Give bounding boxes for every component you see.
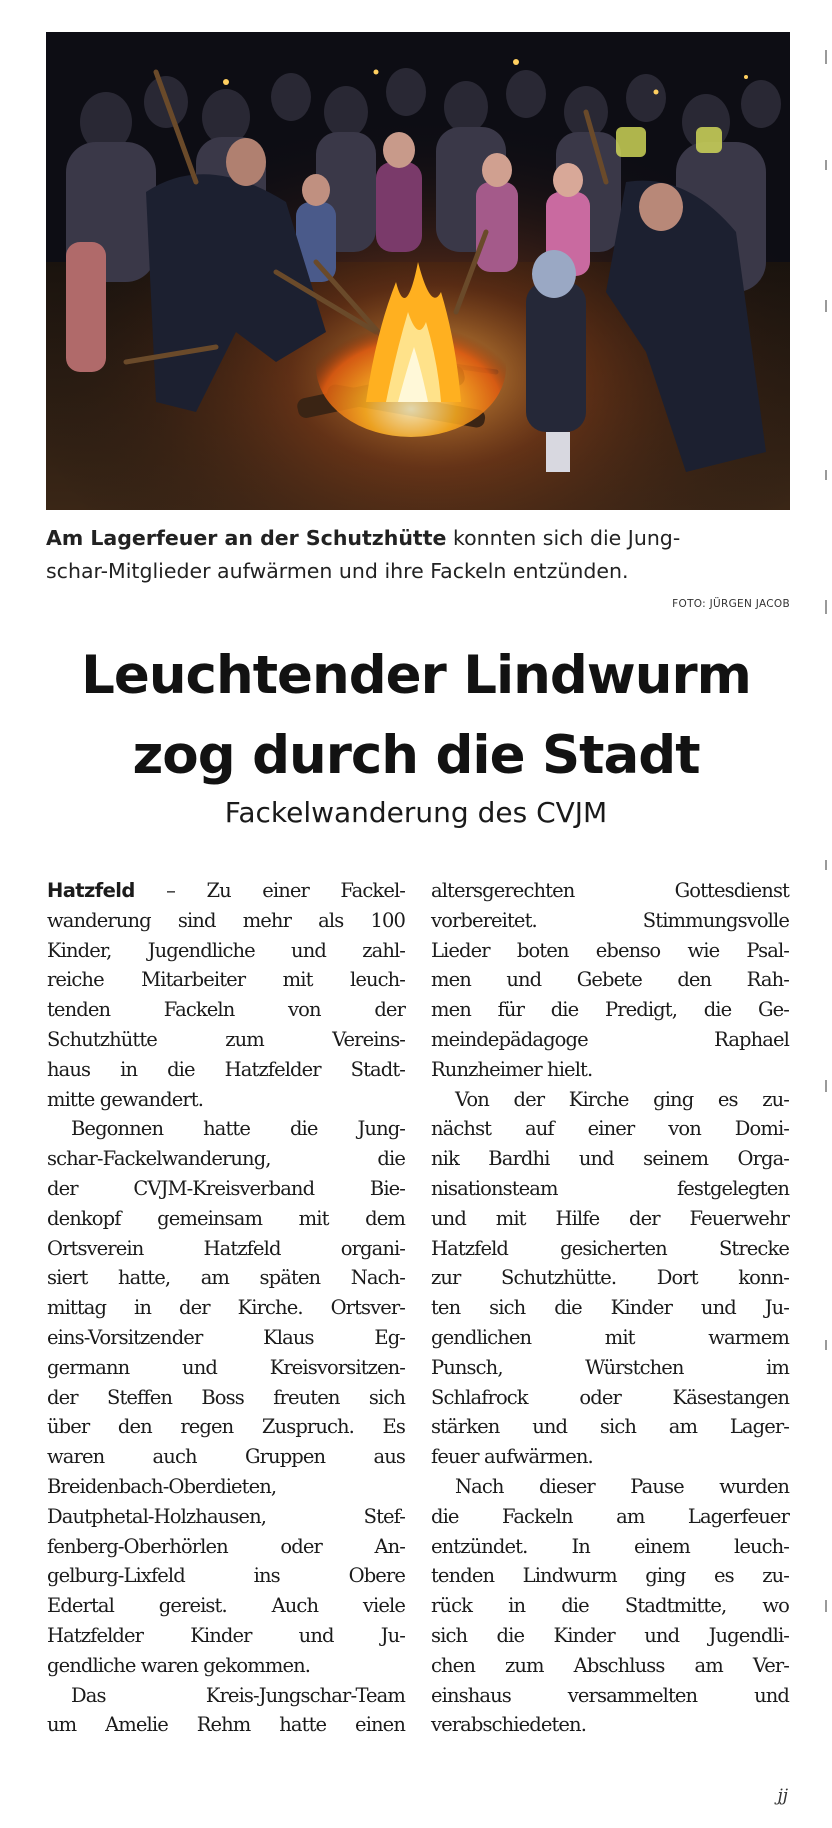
page-edge-marks [824, 40, 828, 1820]
headline [0, 636, 832, 796]
right-column-lines [431, 876, 789, 1740]
article-line: wanderung sind mehr als 100 [47, 908, 405, 932]
article-line: die Fackeln am Lagerfeuer [431, 1504, 789, 1528]
article-column-left [47, 876, 405, 1740]
article-line: und mit Hilfe der Feuerwehr [431, 1206, 789, 1230]
campfire-photo-icon [46, 32, 790, 510]
caption-lead: Am Lagerfeuer an der Schutzhütte [46, 526, 447, 550]
article-column-right [431, 876, 789, 1740]
article-line: über den regen Zuspruch. Es [47, 1415, 405, 1439]
article-line: Begonnen hatte die Jung- [71, 1117, 405, 1141]
article-line: nik Bardhi und seinem Orga- [431, 1147, 789, 1171]
article-line: gendlichen mit warmem [431, 1325, 789, 1349]
article-line: gelburg-Lixfeld ins Obere [47, 1564, 405, 1588]
article-line: der Steffen Boss freuten sich [47, 1385, 405, 1409]
article-line: zur Schutzhütte. Dort konn- [431, 1266, 789, 1290]
article-line: Edertal gereist. Auch viele [47, 1594, 405, 1618]
article-line: chen zum Abschluss am Ver- [431, 1653, 789, 1677]
article-line: Nach dieser Pause wurden [455, 1474, 789, 1498]
article-line: Lieder boten ebenso wie Psal- [431, 938, 789, 962]
article-line: waren auch Gruppen aus [47, 1445, 405, 1469]
article-photo [46, 32, 790, 510]
article-line: nisationsteam festgelegten [431, 1176, 789, 1200]
article-line: Runzheimer hielt. [431, 1057, 593, 1081]
article-line: mittag in der Kirche. Ortsver- [47, 1296, 405, 1320]
article-line: Ortsverein Hatzfeld organi- [47, 1236, 405, 1260]
photo-caption [46, 522, 790, 588]
dateline: Hatzfeld [47, 879, 135, 902]
article-line: um Amelie Rehm hatte einen [47, 1713, 405, 1737]
author-signature: jj [777, 1786, 788, 1806]
article-line: stärken und sich am Lager- [431, 1415, 789, 1439]
article-line: siert hatte, am späten Nach- [47, 1266, 405, 1290]
headline-line2: zog durch die Stadt [132, 725, 700, 786]
article-line: einshaus versammelten und [431, 1683, 789, 1707]
article-line: haus in die Hatzfelder Stadt- [47, 1057, 405, 1081]
caption-text: konnten sich die Jung- [446, 526, 681, 550]
subheadline: Fackelwanderung des CVJM [224, 796, 608, 829]
article-line: gendliche waren gekommen. [47, 1653, 311, 1677]
article-line: Hatzfeld gesicherten Strecke [431, 1236, 789, 1260]
caption-text-line2: schar-Mitglieder aufwärmen und ihre Fackeln entzünden. [46, 559, 629, 583]
photo-credit: FOTO: JÜRGEN JACOB [672, 598, 790, 610]
article-line: tenden Lindwurm ging es zu- [431, 1564, 789, 1588]
article-line: Das Kreis-Jungschar-Team [71, 1683, 405, 1707]
article-line: nächst auf einer von Domi- [431, 1117, 789, 1141]
article-line: der CVJM-Kreisverband Bie- [47, 1176, 405, 1200]
article-line: meindepädagoge Raphael [431, 1027, 789, 1051]
article-line: Schutzhütte zum Vereins- [47, 1027, 405, 1051]
article-line: sich die Kinder und Jugendli- [431, 1623, 789, 1647]
article-line: Breidenbach-Oberdieten, [47, 1474, 277, 1498]
article-line: altersgerechten Gottesdienst [431, 879, 789, 902]
article-line: ten sich die Kinder und Ju- [431, 1296, 789, 1320]
article-line: verabschiedeten. [431, 1713, 587, 1737]
article-line: Kinder, Jugendliche und zahl- [47, 938, 405, 962]
article-line: germann und Kreisvorsitzen- [47, 1355, 405, 1379]
headline-line1: Leuchtender Lindwurm [81, 645, 751, 706]
article-line: rück in die Stadtmitte, wo [431, 1594, 789, 1618]
article-line: Schlafrock oder Käsestangen [431, 1385, 789, 1409]
article-line: vorbereitet. Stimmungsvolle [431, 908, 789, 932]
article-line: Hatzfelder Kinder und Ju- [47, 1623, 405, 1647]
article-line: denkopf gemeinsam mit dem [47, 1206, 405, 1230]
article-line: Punsch, Würstchen im [431, 1355, 789, 1379]
article-line: fenberg-Oberhörlen oder An- [47, 1534, 405, 1558]
article-line: feuer aufwärmen. [431, 1445, 593, 1469]
article-line: mitte gewandert. [47, 1087, 204, 1111]
article-line: reiche Mitarbeiter mit leuch- [47, 968, 405, 992]
article-line: tenden Fackeln von der [47, 998, 405, 1022]
article-line: men für die Predigt, die Ge- [431, 998, 789, 1022]
article-first-line: Hatzfeld – Zu einer Fackel- [47, 879, 405, 902]
article-line: Von der Kirche ging es zu- [455, 1087, 789, 1111]
article-line: entzündet. In einem leuch- [431, 1534, 789, 1558]
left-column-lines [47, 906, 405, 1740]
article-line: schar-Fackelwanderung, die [47, 1147, 405, 1171]
article-line: men und Gebete den Rah- [431, 968, 789, 992]
article-line: eins-Vorsitzender Klaus Eg- [47, 1325, 405, 1349]
article-line: Dautphetal-Holzhausen, Stef- [47, 1504, 405, 1528]
